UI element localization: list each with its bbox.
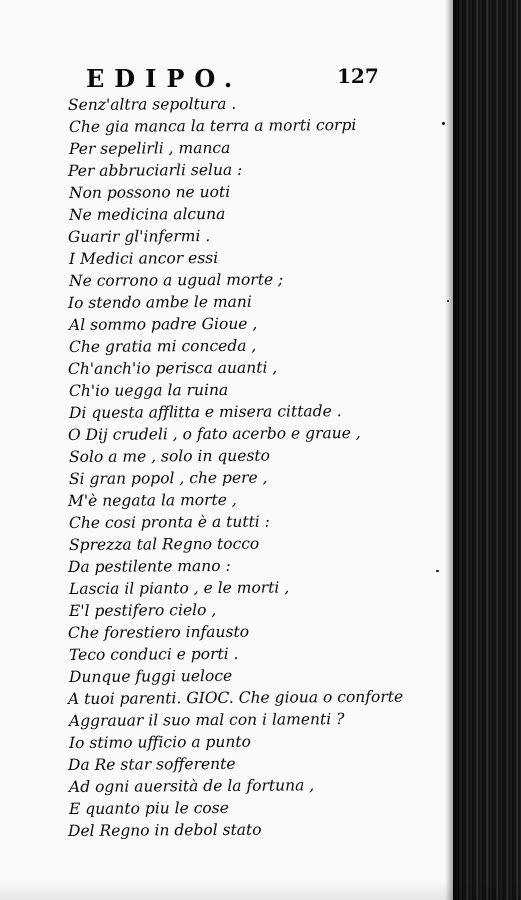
verse-line: Che cosi pronta è a tutti : (68, 512, 270, 532)
verse-line: Da pestilente mano : (67, 556, 231, 576)
verse-line: Aggrauar il suo mal con i lamenti ? (68, 710, 345, 730)
verse-line: O Dij crudeli , o fato acerbo e graue , (67, 423, 361, 444)
verse-line: Ad ogni auersità de la fortuna , (68, 776, 315, 796)
verse-line: Di questa afflitta e misera cittade . (68, 402, 342, 422)
verse-line: Per sepelirli , manca (68, 138, 231, 158)
verse-line: Lascia il pianto , e le morti , (68, 578, 290, 598)
verse-line: Ne corrono a ugual morte ; (68, 270, 284, 290)
verse-line: Senz'altra sepoltura . (67, 94, 237, 114)
ink-speck (436, 570, 439, 572)
verse-line: A tuoi parenti. GIOC. Che gioua o conforte (67, 687, 404, 708)
verse-line: Ne medicina alcuna (68, 204, 226, 224)
verse-line: Io stimo ufficio a punto (68, 732, 251, 752)
verse-line: E'l pestifero cielo , (68, 600, 217, 620)
verse-line: Al sommo padre Gioue , (68, 314, 258, 334)
verse-line: Che gia manca la terra a morti corpi (68, 115, 357, 136)
verse-line: Ch'anch'io perisca auanti , (67, 358, 278, 378)
running-title: EDIPO. (86, 64, 243, 93)
verse-line: Guarir gl'infermi . (67, 227, 211, 246)
verse-line: Per abbruciarli selua : (67, 160, 243, 180)
verse-line: Ch'io uegga la ruina (68, 380, 229, 400)
verse-line: Io stendo ambe le mani (67, 292, 252, 312)
verse-line: Da Re star sofferente (67, 754, 236, 774)
verse-line: Teco conduci e porti . (68, 644, 239, 664)
verse-line: E quanto piu le cose (68, 798, 229, 818)
verse-line: Del Regno in debol stato (67, 820, 262, 840)
page-number: 127 (337, 64, 379, 88)
ink-speck (447, 300, 449, 302)
verse-line: I Medici ancor essi (68, 248, 219, 268)
verse-line: Si gran popol , che pere , (68, 468, 268, 488)
verse-line: Non possono ne uoti (68, 182, 231, 202)
verse-line: Che gratia mi conceda , (68, 336, 257, 356)
verse-line: M'è negata la morte , (67, 490, 237, 510)
verse-line: Solo a me , solo in questo (68, 446, 271, 466)
verse-line: Dunque fuggi ueloce (68, 666, 233, 686)
verse-line: Che forestiero infausto (67, 622, 250, 642)
verse-line: Sprezza tal Regno tocco (68, 534, 260, 554)
ink-speck (442, 122, 445, 125)
